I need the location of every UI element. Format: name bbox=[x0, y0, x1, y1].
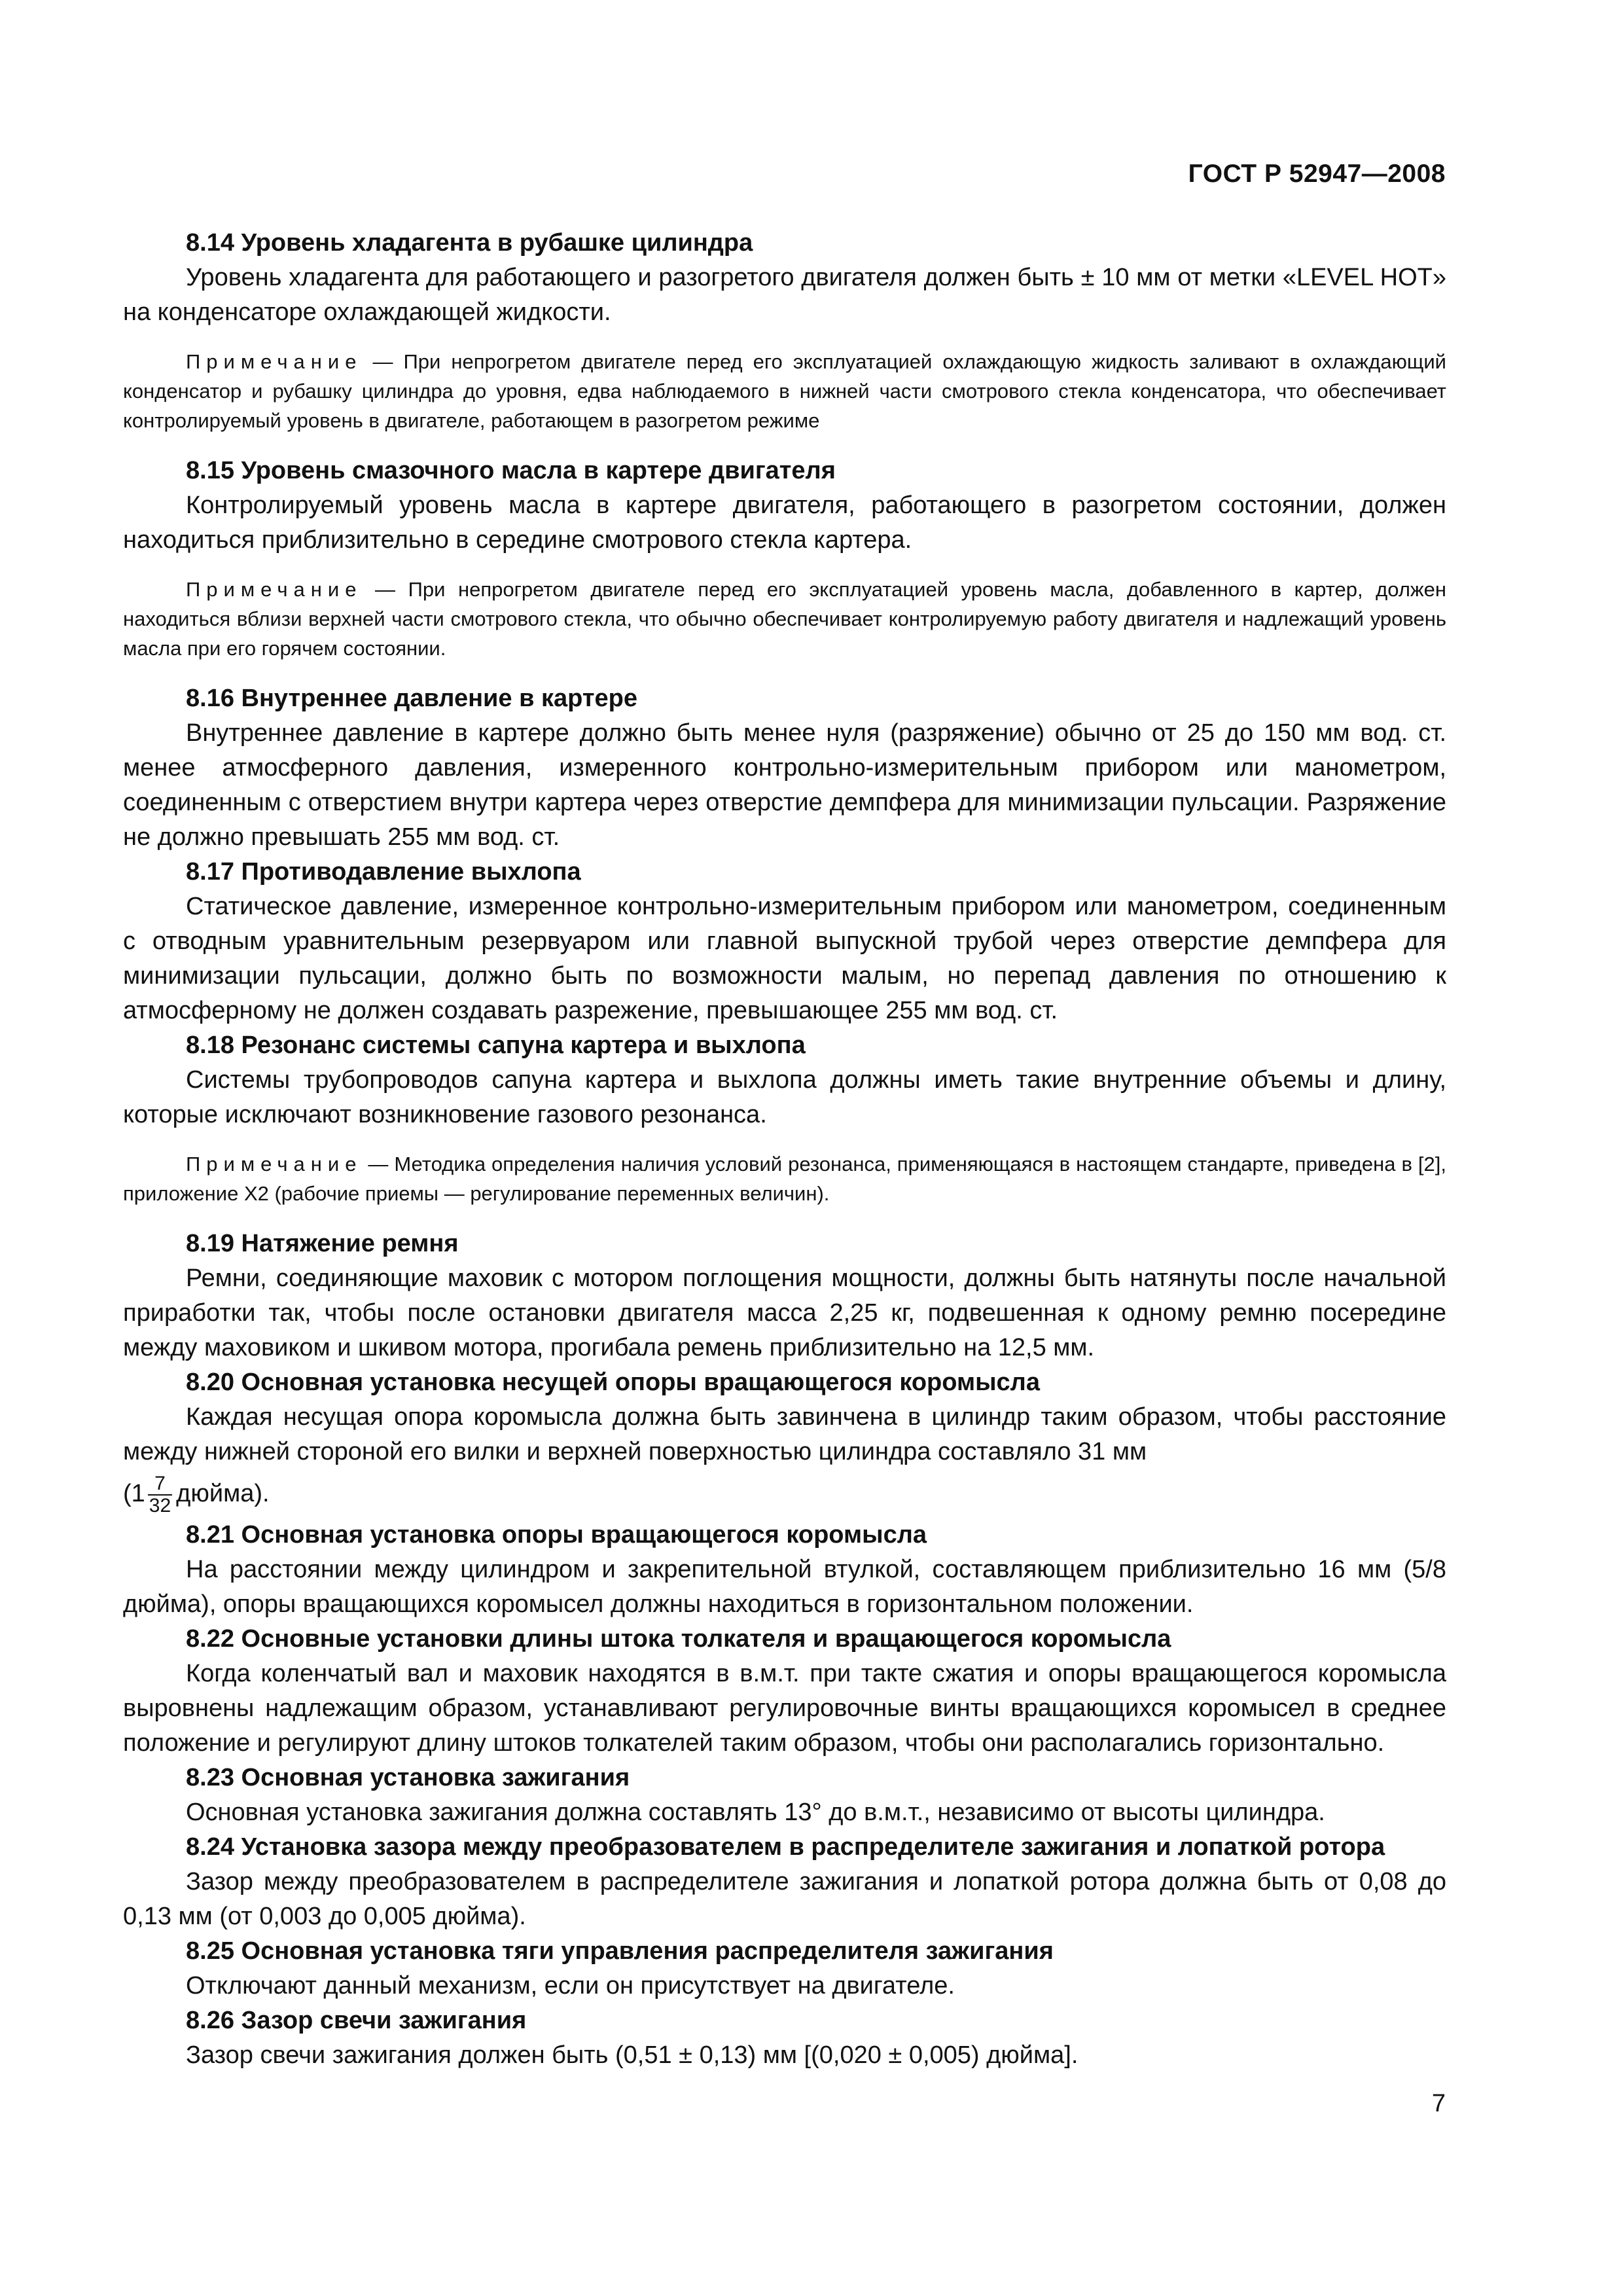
fraction bbox=[148, 1473, 172, 1516]
section-8-22-text: Когда коленчатый вал и маховик находятся в в.м.т. при такте сжатия и опоры вращающегося коромысла выровнены надлежащим образом, устанавливают регулировочные винты вращающихся коромысел в среднее положение и регулируют длину штоков толкателей таким образом, чтобы они располагались горизонтально. bbox=[123, 1660, 1446, 1757]
section-8-17-text: Статическое давление, измеренное контрольно-измерительным прибором или манометром, соединенным с отводным уравнительным резервуаром или главной выпускной трубой через отверстие демпфера для минимизации пульсации, должно быть по возможности малым, но перепад давления по отношению к атмосферному не должен создавать разрежение, превышающее 255 мм вод. ст. bbox=[123, 893, 1446, 1024]
section-8-24-title: 8.24 Установка зазора между преобразователем в распределителе зажигания и лопаткой ротора bbox=[186, 1833, 1385, 1861]
section-8-25-title: 8.25 Основная установка тяги управления распределителя зажигания bbox=[186, 1937, 1054, 1965]
section-8-18-note bbox=[123, 1149, 1446, 1208]
section-8-15-note bbox=[123, 575, 1446, 663]
section-8-16-text: Внутреннее давление в картере должно быть менее нуля (разряжение) обычно от 25 до 150 мм вод. ст. менее атмосферного давления, измеренного контрольно-измерительным прибором или манометром, соединенным с отверстием внутри картера через отверстие демпфера для минимизации пульсации. Разряжение не должно превышать 255 мм вод. ст. bbox=[123, 719, 1446, 851]
section-8-15-text: Контролируемый уровень масла в картере двигателя, работающего в разогретом состоянии, должен находиться приблизительно в середине смотрового стекла картера. bbox=[123, 492, 1446, 554]
section-8-17-title: 8.17 Противодавление выхлопа bbox=[186, 858, 581, 886]
section-8-21-text: На расстоянии между цилиндром и закрепительной втулкой, составляющем приблизительно 16 мм (5/8 дюйма), опоры вращающихся коромысел должны находиться в горизонтальном положении. bbox=[123, 1556, 1446, 1618]
fraction-tail: дюйма). bbox=[176, 1480, 270, 1507]
section-8-26-title: 8.26 Зазор свечи зажигания bbox=[186, 2007, 527, 2034]
section-8-18-note-text: — Методика определения наличия условий резонанса, применяющаяся в настоящем стандарте, приведена в [2], приложение X2 (рабочие приемы — регулирование переменных величин). bbox=[123, 1153, 1446, 1205]
section-8-18-title: 8.18 Резонанс системы сапуна картера и выхлопа bbox=[186, 1031, 806, 1059]
section-8-24-text: Зазор между преобразователем в распределителе зажигания и лопаткой ротора должна быть от 0,08 до 0,13 мм (от 0,003 до 0,005 дюйма). bbox=[123, 1868, 1446, 1930]
fraction-open: (1 bbox=[123, 1480, 145, 1507]
page-content bbox=[123, 226, 1446, 2073]
section-8-19-title: 8.19 Натяжение ремня bbox=[186, 1230, 459, 1257]
section-8-25-text: Отключают данный механизм, если он присутствует на двигателе. bbox=[186, 1972, 955, 2000]
section-8-22-title: 8.22 Основные установки длины штока толкателя и вращающегося коромысла bbox=[186, 1625, 1171, 1653]
page-number: 7 bbox=[1431, 2090, 1446, 2117]
section-8-14-title: 8.14 Уровень хладагента в рубашке цилиндра bbox=[186, 229, 753, 257]
section-8-14-note-text: — При непрогретом двигателе перед его эксплуатацией охлаждающую жидкость заливают в охлаждающий конденсатор и рубашку цилиндра до уровня, едва наблюдаемого в нижней части смотрового стекла конденсатора, что обеспечивает контролируемый уровень в двигателе, работающем в разогретом режиме bbox=[123, 350, 1446, 432]
section-8-18-text: Системы трубопроводов сапуна картера и выхлопа должны иметь такие внутренние объемы и длину, которые исключают возникновение газового резонанса. bbox=[123, 1066, 1446, 1128]
section-8-21-title: 8.21 Основная установка опоры вращающегося коромысла bbox=[186, 1521, 927, 1549]
note-label: Примечание bbox=[186, 578, 363, 601]
section-8-23-title: 8.23 Основная установка зажигания bbox=[186, 1764, 630, 1791]
section-8-19-text: Ремни, соединяющие маховик с мотором поглощения мощности, должны быть натянуты после начальной приработки так, чтобы после остановки двигателя масса 2,25 кг, подвешенная к одному ремню посередине между маховиком и шкивом мотора, прогибала ремень приблизительно на 12,5 мм. bbox=[123, 1265, 1446, 1361]
note-label: Примечание bbox=[186, 350, 363, 373]
section-8-20-text: Каждая несущая опора коромысла должна быть завинчена в цилиндр таким образом, чтобы расстояние между нижней стороной его вилки и верхней поверхностью цилиндра составляло 31 мм bbox=[123, 1403, 1446, 1465]
fraction-denominator: 32 bbox=[149, 1494, 171, 1516]
section-8-14-note bbox=[123, 347, 1446, 435]
section-8-16-title: 8.16 Внутреннее давление в картере bbox=[186, 685, 637, 712]
section-8-20-title: 8.20 Основная установка несущей опоры вращающегося коромысла bbox=[186, 1369, 1040, 1396]
document-header: ГОСТ Р 52947—2008 bbox=[1188, 160, 1446, 188]
fraction-numerator: 7 bbox=[148, 1473, 172, 1496]
note-label: Примечание bbox=[186, 1153, 363, 1175]
section-8-23-text: Основная установка зажигания должна составлять 13° до в.м.т., независимо от высоты цилиндра. bbox=[186, 1799, 1325, 1826]
section-8-26-text: Зазор свечи зажигания должен быть (0,51 ± 0,13) мм [(0,020 ± 0,005) дюйма]. bbox=[186, 2041, 1079, 2069]
section-8-15-title: 8.15 Уровень смазочного масла в картере двигателя bbox=[186, 457, 836, 484]
section-8-14-text: Уровень хладагента для работающего и разогретого двигателя должен быть ± 10 мм от метки «LEVEL HOT» на конденсаторе охлаждающей жидкости. bbox=[123, 264, 1446, 326]
section-8-20-fraction-line bbox=[123, 1469, 1446, 1518]
section-8-15-note-text: — При непрогретом двигателе перед его эксплуатацией уровень масла, добавленного в картер, должен находиться вблизи верхней части смотрового стекла, что обычно обеспечивает контролируемую работу двигателя и надлежащий уровень масла при его горячем состоянии. bbox=[123, 578, 1446, 660]
